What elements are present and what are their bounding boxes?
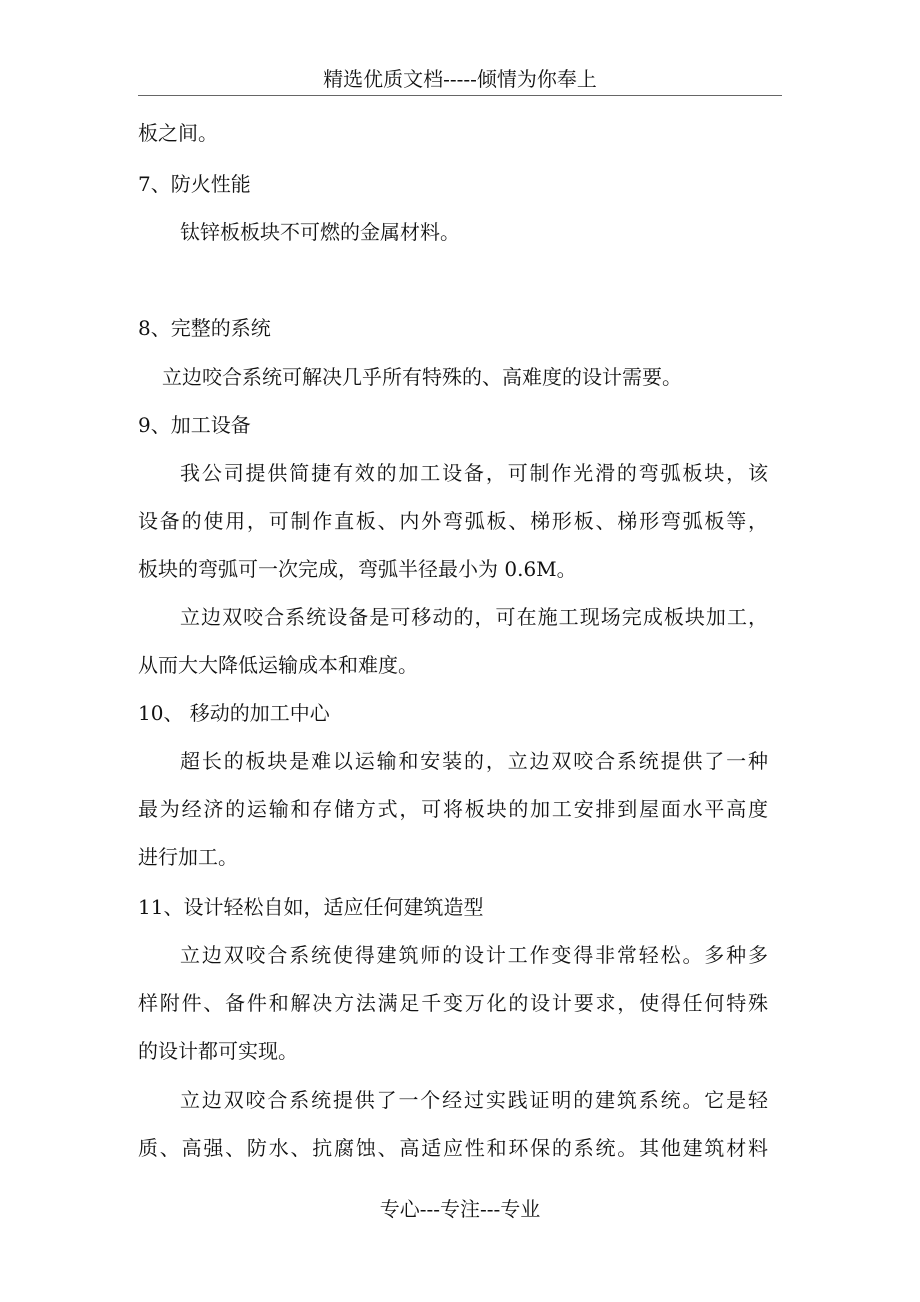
section-heading-7: 7、防火性能 xyxy=(138,172,251,196)
text-line: 样附件、备件和解决方法满足千变万化的设计要求，使得任何特殊 xyxy=(138,991,768,1015)
text-line: 设备的使用，可制作直板、内外弯弧板、梯形板、梯形弯弧板等， xyxy=(138,509,768,533)
text-line: 质、高强、防水、抗腐蚀、高适应性和环保的系统。其他建筑材料 xyxy=(138,1136,768,1160)
page-footer: 专心---专注---专业 xyxy=(379,1197,541,1221)
text-line: 最为经济的运输和存储方式，可将板块的加工安排到屋面水平高度 xyxy=(138,797,768,821)
text-line: 从而大大降低运输成本和难度。 xyxy=(138,653,418,677)
text-line: 进行加工。 xyxy=(138,845,238,869)
section-heading-8: 8、完整的系统 xyxy=(138,316,271,340)
text-line: 立边双咬合系统使得建筑师的设计工作变得非常轻松。多种多 xyxy=(180,943,768,967)
text-line: 板块的弯弧可一次完成，弯弧半径最小为 0.6M。 xyxy=(138,557,577,581)
section-heading-10: 10、 移动的加工中心 xyxy=(138,701,330,725)
text-line: 我公司提供简捷有效的加工设备，可制作光滑的弯弧板块，该 xyxy=(180,461,768,485)
text-line: 立边双咬合系统提供了一个经过实践证明的建筑系统。它是轻 xyxy=(180,1088,768,1112)
text-line: 的设计都可实现。 xyxy=(138,1039,298,1063)
text-line: 板之间。 xyxy=(138,121,218,145)
text-line: 超长的板块是难以运输和安装的，立边双咬合系统提供了一种 xyxy=(180,749,768,773)
text-line: 钛锌板板块不可燃的金属材料。 xyxy=(180,220,460,244)
text-line: 立边咬合系统可解决几乎所有特殊的、高难度的设计需要。 xyxy=(162,365,682,389)
page-header: 精选优质文档-----倾情为你奉上 xyxy=(138,62,782,96)
section-heading-9: 9、加工设备 xyxy=(138,413,251,437)
section-heading-11: 11、设计轻松自如，适应任何建筑造型 xyxy=(138,895,484,919)
text-line: 立边双咬合系统设备是可移动的，可在施工现场完成板块加工， xyxy=(180,605,768,629)
